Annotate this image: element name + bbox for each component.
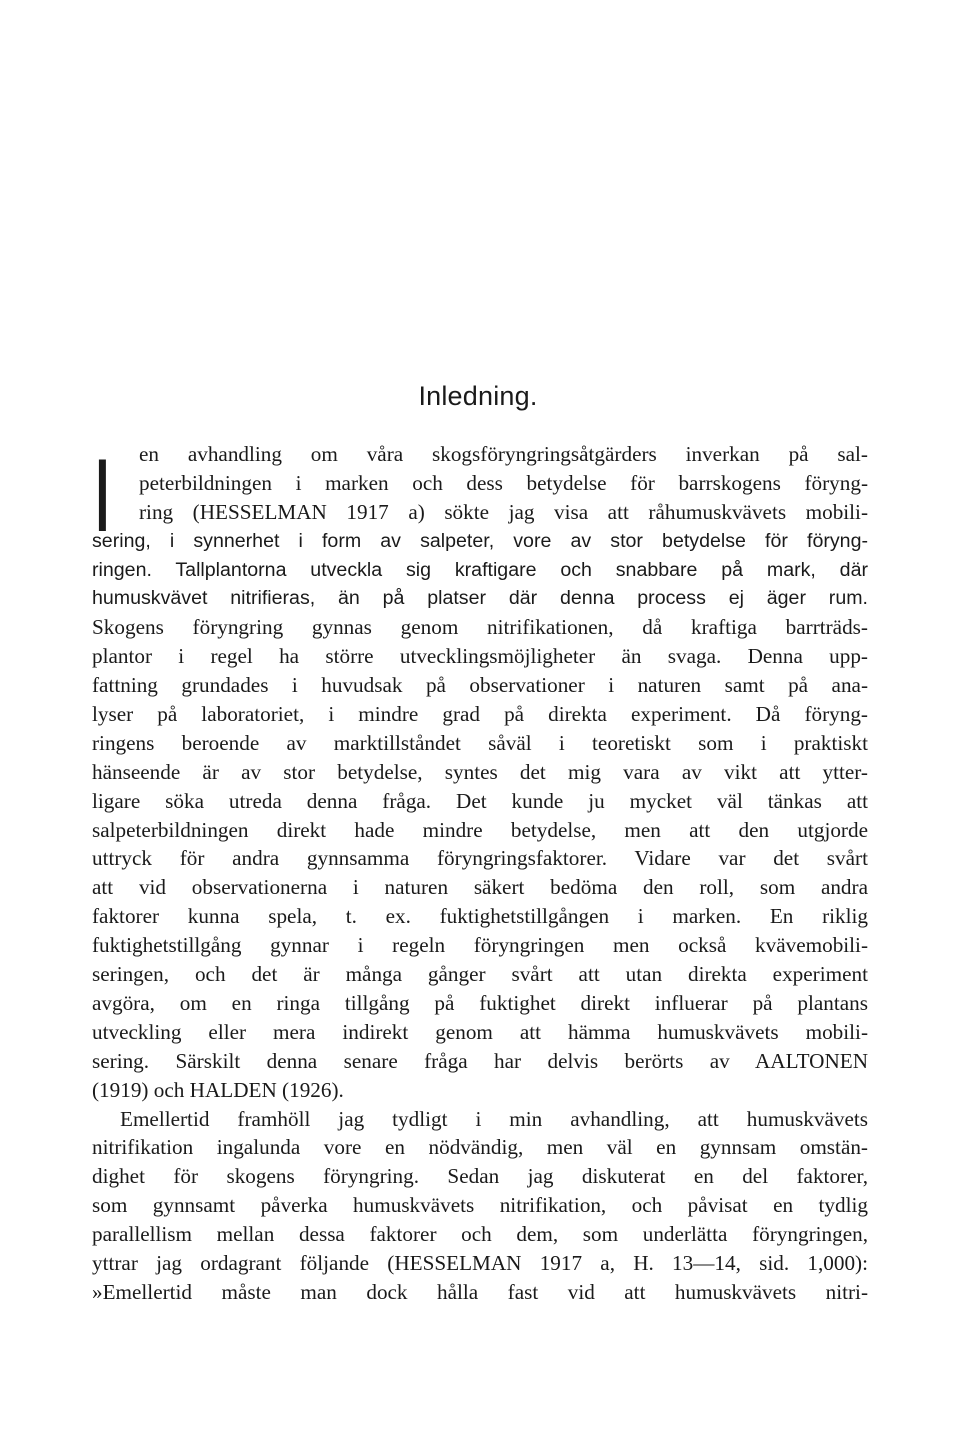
text-line: uttryck för andra gynnsamma föryngringsfaktorer. Vidare var det svårt — [92, 846, 868, 871]
text-line: att vid observationerna i naturen säkert bedöma den roll, som andra — [92, 875, 868, 900]
text-line: lyser på laboratoriet, i mindre grad på direkta experiment. Då föryng- — [92, 702, 868, 727]
text-line: ligare söka utreda denna fråga. Det kunde ju mycket väl tänkas att — [92, 788, 868, 813]
text-line: nitrifikation ingalunda vore en nödvändig, men väl en gynnsam omstän- — [92, 1135, 868, 1160]
text-line: parallellism mellan dessa faktorer och dem, som underlätta föryngringen, — [92, 1222, 868, 1247]
text-line: humuskvävet nitrifieras, än på platser där denna process ej äger rum. — [92, 587, 868, 610]
text-line: ringen. Tallplantorna utveckla sig kraftigare och snabbare på mark, där — [92, 558, 868, 581]
text-line: hänseende är av stor betydelse, syntes det mig vara av vikt att ytter- — [92, 759, 868, 784]
text-line: seringen, och det är många gånger svårt att utan direkta experiment — [92, 962, 868, 987]
text-line: som gynnsamt påverka humuskvävets nitrifikation, och påvisat en tydlig — [92, 1193, 868, 1218]
text-line: fattning grundades i huvudsak på observationer i naturen samt på ana- — [92, 673, 868, 698]
text-line: »Emellertid måste man dock hålla fast vid att humuskvävets nitri- — [92, 1279, 868, 1304]
text-line: avgöra, om en ringa tillgång på fuktighet direkt influerar på plantans — [92, 990, 868, 1015]
text-line: dighet för skogens föryngring. Sedan jag diskuterat en del faktorer, — [92, 1164, 868, 1189]
body-text — [92, 527, 868, 1307]
text-line: fuktighetstillgång gynnar i regeln föryngringen men också kvävemobili- — [92, 933, 868, 958]
text-line: Skogens föryngring gynnas genom nitrifikationen, då kraftiga barrträds- — [92, 615, 868, 640]
text-line: yttrar jag ordagrant följande (HESSELMAN 1917 a, H. 13—14, sid. 1,000): — [92, 1250, 868, 1275]
paragraph-first-line: Emellertid framhöll jag tydligt i min avhandling, att humuskvävets — [120, 1106, 868, 1131]
text-line: salpeterbildningen direkt hade mindre betydelse, men att den utgjorde — [92, 817, 868, 842]
text-line: faktorer kunna spela, t. ex. fuktighetstillgången i marken. En riklig — [92, 904, 868, 929]
paragraph-end-line: (1919) och HALDEN (1926). — [92, 1077, 344, 1102]
text-line: utveckling eller mera indirekt genom att hämma humuskvävets mobili- — [92, 1019, 868, 1044]
text-line: sering. Särskilt denna senare fråga har delvis berörts av AALTONEN — [92, 1048, 868, 1073]
page-title: Inledning. — [418, 381, 538, 411]
text-line: sering, i synnerhet i form av salpeter, vore av stor betydelse för föryng- — [92, 529, 868, 552]
text-line: ring (HESSELMAN 1917 a) sökte jag visa att råhumuskvävets mobili- — [139, 499, 868, 524]
text-line: plantor i regel ha större utvecklingsmöjligheter än svaga. Denna upp- — [92, 644, 868, 669]
text-line: ringens beroende av marktillståndet såväl i teoretiskt som i praktiskt — [92, 730, 868, 755]
text-line: peterbildningen i marken och dess betydelse för barrskogens föryng- — [139, 470, 868, 495]
drop-cap-paragraph-lines — [139, 440, 868, 527]
text-line: en avhandling om våra skogsföryngringsåtgärders inverkan på sal- — [139, 442, 868, 466]
drop-cap: I — [92, 438, 113, 554]
